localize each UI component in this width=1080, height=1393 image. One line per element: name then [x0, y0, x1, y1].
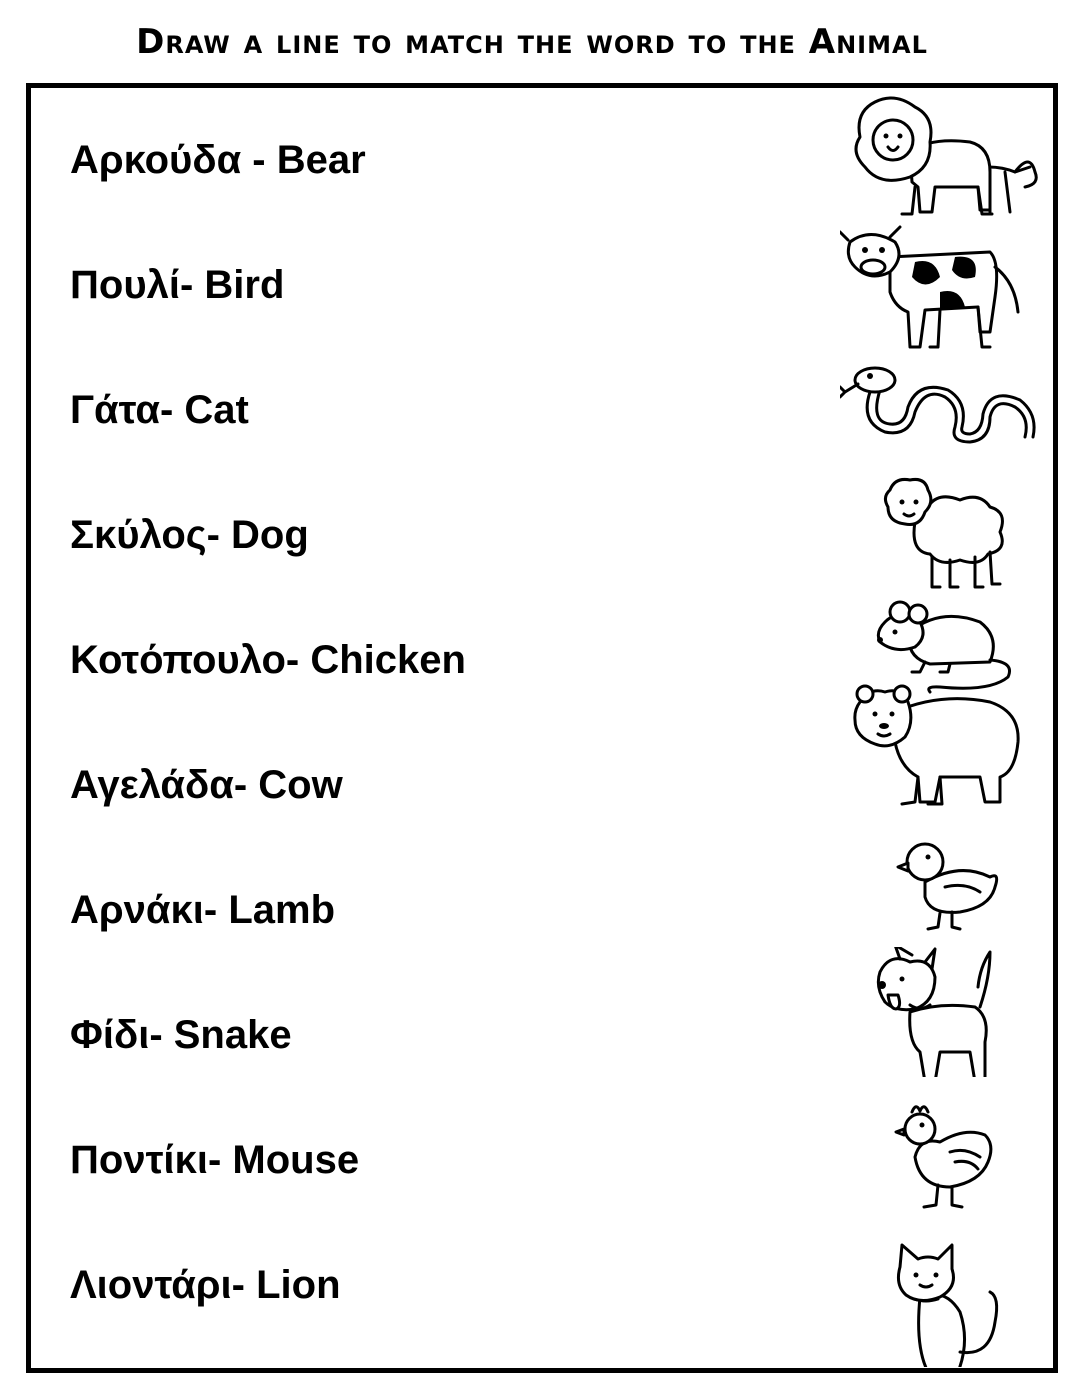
word-item[interactable]: Φίδι- Snake — [70, 1013, 292, 1057]
cat-icon[interactable] — [840, 1237, 1040, 1367]
word-item[interactable]: Γάτα- Cat — [70, 388, 249, 432]
lion-icon[interactable] — [840, 92, 1040, 222]
word-list — [70, 120, 790, 1370]
chicken-icon[interactable] — [840, 1097, 1040, 1227]
word-item[interactable]: Λιοντάρι- Lion — [70, 1263, 341, 1307]
bird-icon[interactable] — [840, 827, 1040, 957]
cow-icon[interactable] — [840, 222, 1040, 352]
word-item[interactable]: Πουλί- Bird — [70, 263, 285, 307]
word-item[interactable]: Κοτόπουλο- Chicken — [70, 638, 466, 682]
dog-icon[interactable] — [840, 947, 1040, 1077]
word-item[interactable]: Ποντίκι- Mouse — [70, 1138, 360, 1182]
bear-icon[interactable] — [840, 682, 1040, 812]
word-item[interactable]: Αγελάδα- Cow — [70, 763, 343, 807]
lamb-icon[interactable] — [840, 472, 1040, 602]
snake-icon[interactable] — [840, 352, 1040, 482]
worksheet-title: Draw a line to match the word to the Animal — [136, 22, 928, 62]
word-item[interactable]: Αρκούδα - Bear — [70, 138, 366, 182]
word-item[interactable]: Αρνάκι- Lamb — [70, 888, 335, 932]
word-item[interactable]: Σκύλος- Dog — [70, 513, 309, 557]
